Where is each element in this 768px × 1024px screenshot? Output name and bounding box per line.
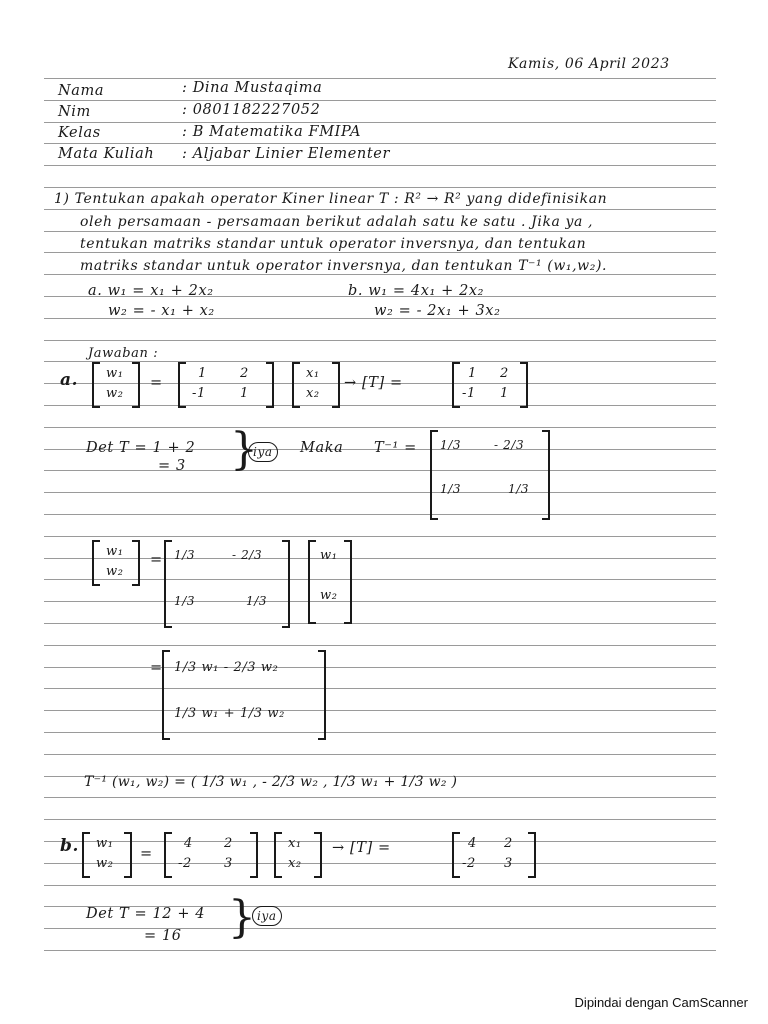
matrix-T-b: 4 2 -2 3 (452, 832, 536, 878)
field-label-nim: Nim (58, 104, 91, 120)
ruled-line (44, 492, 716, 493)
label-b: b. (60, 836, 80, 856)
w-vector-a: w₁ w₂ (92, 362, 140, 408)
result-a: T⁻¹ (w₁, w₂) = ( 1/3 w₁ , - 2/3 w₂ , 1/3 w₁ + 1/3 w₂ ) (84, 774, 458, 790)
ruled-line (44, 579, 716, 580)
ruled-line (44, 361, 716, 362)
part-a-eq1: a. w₁ = x₁ + 2x₂ (88, 283, 214, 299)
ruled-line (44, 252, 716, 253)
ruled-line (44, 819, 716, 820)
field-label-matkul: Mata Kuliah (58, 146, 155, 162)
ruled-line (44, 623, 716, 624)
ruled-line (44, 710, 716, 711)
ruled-line (44, 165, 716, 166)
x-vector-b: x₁ x₂ (274, 832, 322, 878)
part-b-eq2: w₂ = - 2x₁ + 3x₂ (374, 303, 501, 319)
equals-a1: = (150, 375, 163, 391)
question-line-2: oleh persamaan - persamaan berikut adalah satu ke satu . Jika ya , (80, 214, 594, 230)
ruled-line (44, 514, 716, 515)
equals-a2: = (150, 552, 163, 568)
product-matrix-a: 1/3 w₁ - 2/3 w₂ 1/3 w₁ + 1/3 w₂ (162, 650, 326, 740)
ruled-line (44, 470, 716, 471)
scanner-watermark: Dipindai dengan CamScanner (574, 995, 748, 1010)
arrow-T-a: → [T] = (344, 375, 403, 391)
ruled-line (44, 645, 716, 646)
date: Kamis, 06 April 2023 (508, 56, 670, 72)
ruled-line (44, 732, 716, 733)
inverse-matrix-a2: 1/3 - 2/3 1/3 1/3 (164, 540, 290, 628)
matrix-b: 4 2 -2 3 (164, 832, 258, 878)
maka-label: Maka (300, 440, 344, 456)
ruled-line (44, 688, 716, 689)
matrix-a: 1 2 -1 1 (178, 362, 274, 408)
ruled-line (44, 78, 716, 79)
inverse-matrix-a: 1/3 - 2/3 1/3 1/3 (430, 430, 550, 520)
brace-a: } (230, 424, 258, 475)
part-b-eq1: b. w₁ = 4x₁ + 2x₂ (348, 283, 485, 299)
matrix-T-a: 1 2 -1 1 (452, 362, 528, 408)
ruled-line (44, 667, 716, 668)
label-a: a. (60, 370, 79, 390)
det-b-line1: Det T = 12 + 4 (86, 906, 206, 922)
ruled-line (44, 100, 716, 101)
ruled-line (44, 122, 716, 123)
ruled-line (44, 340, 716, 341)
equals-b1: = (140, 846, 153, 862)
ruled-line (44, 274, 716, 275)
det-b-line2: = 16 (144, 928, 182, 944)
question-line-3: tentukan matriks standar untuk operator inversnya, dan tentukan (80, 236, 587, 252)
ruled-line (44, 143, 716, 144)
field-value-matkul: : Aljabar Linier Elementer (182, 146, 390, 162)
ruled-line (44, 885, 716, 886)
question-line-1: 1) Tentukan apakah operator Kiner linear T : R² → R² yang didefinisikan (54, 191, 608, 207)
x-vector-a: x₁ x₂ (292, 362, 340, 408)
ruled-line (44, 187, 716, 188)
iya-a: iya (248, 442, 278, 462)
det-a-line2: = 3 (158, 458, 186, 474)
field-value-kelas: : B Matematika FMIPA (182, 124, 362, 140)
ruled-line (44, 405, 716, 406)
tinv-label: T⁻¹ = (374, 440, 417, 456)
ruled-line (44, 231, 716, 232)
question-line-4: matriks standar untuk operator inversnya, dan tentukan T⁻¹ (w₁,w₂). (80, 258, 608, 274)
ruled-line (44, 754, 716, 755)
equals-a3: = (150, 660, 163, 676)
w-vector-a3: w₁ w₂ (308, 540, 352, 624)
field-label-nama: Nama (58, 83, 105, 99)
field-label-kelas: Kelas (58, 125, 101, 141)
ruled-line (44, 863, 716, 864)
arrow-T-b: → [T] = (332, 840, 391, 856)
answer-heading: Jawaban : (88, 346, 159, 361)
ruled-line (44, 558, 716, 559)
ruled-line (44, 950, 716, 951)
notebook-page (40, 52, 722, 972)
field-value-nim: : 0801182227052 (182, 102, 321, 118)
ruled-line (44, 536, 716, 537)
brace-b: } (228, 892, 256, 943)
ruled-line (44, 601, 716, 602)
ruled-line (44, 209, 716, 210)
iya-b: iya (252, 906, 282, 926)
field-value-nama: : Dina Mustaqima (182, 80, 323, 96)
w-vector-a2: w₁ w₂ (92, 540, 140, 586)
ruled-line (44, 427, 716, 428)
ruled-line (44, 797, 716, 798)
w-vector-b: w₁ w₂ (82, 832, 132, 878)
det-a-line1: Det T = 1 + 2 (86, 440, 196, 456)
part-a-eq2: w₂ = - x₁ + x₂ (108, 303, 215, 319)
